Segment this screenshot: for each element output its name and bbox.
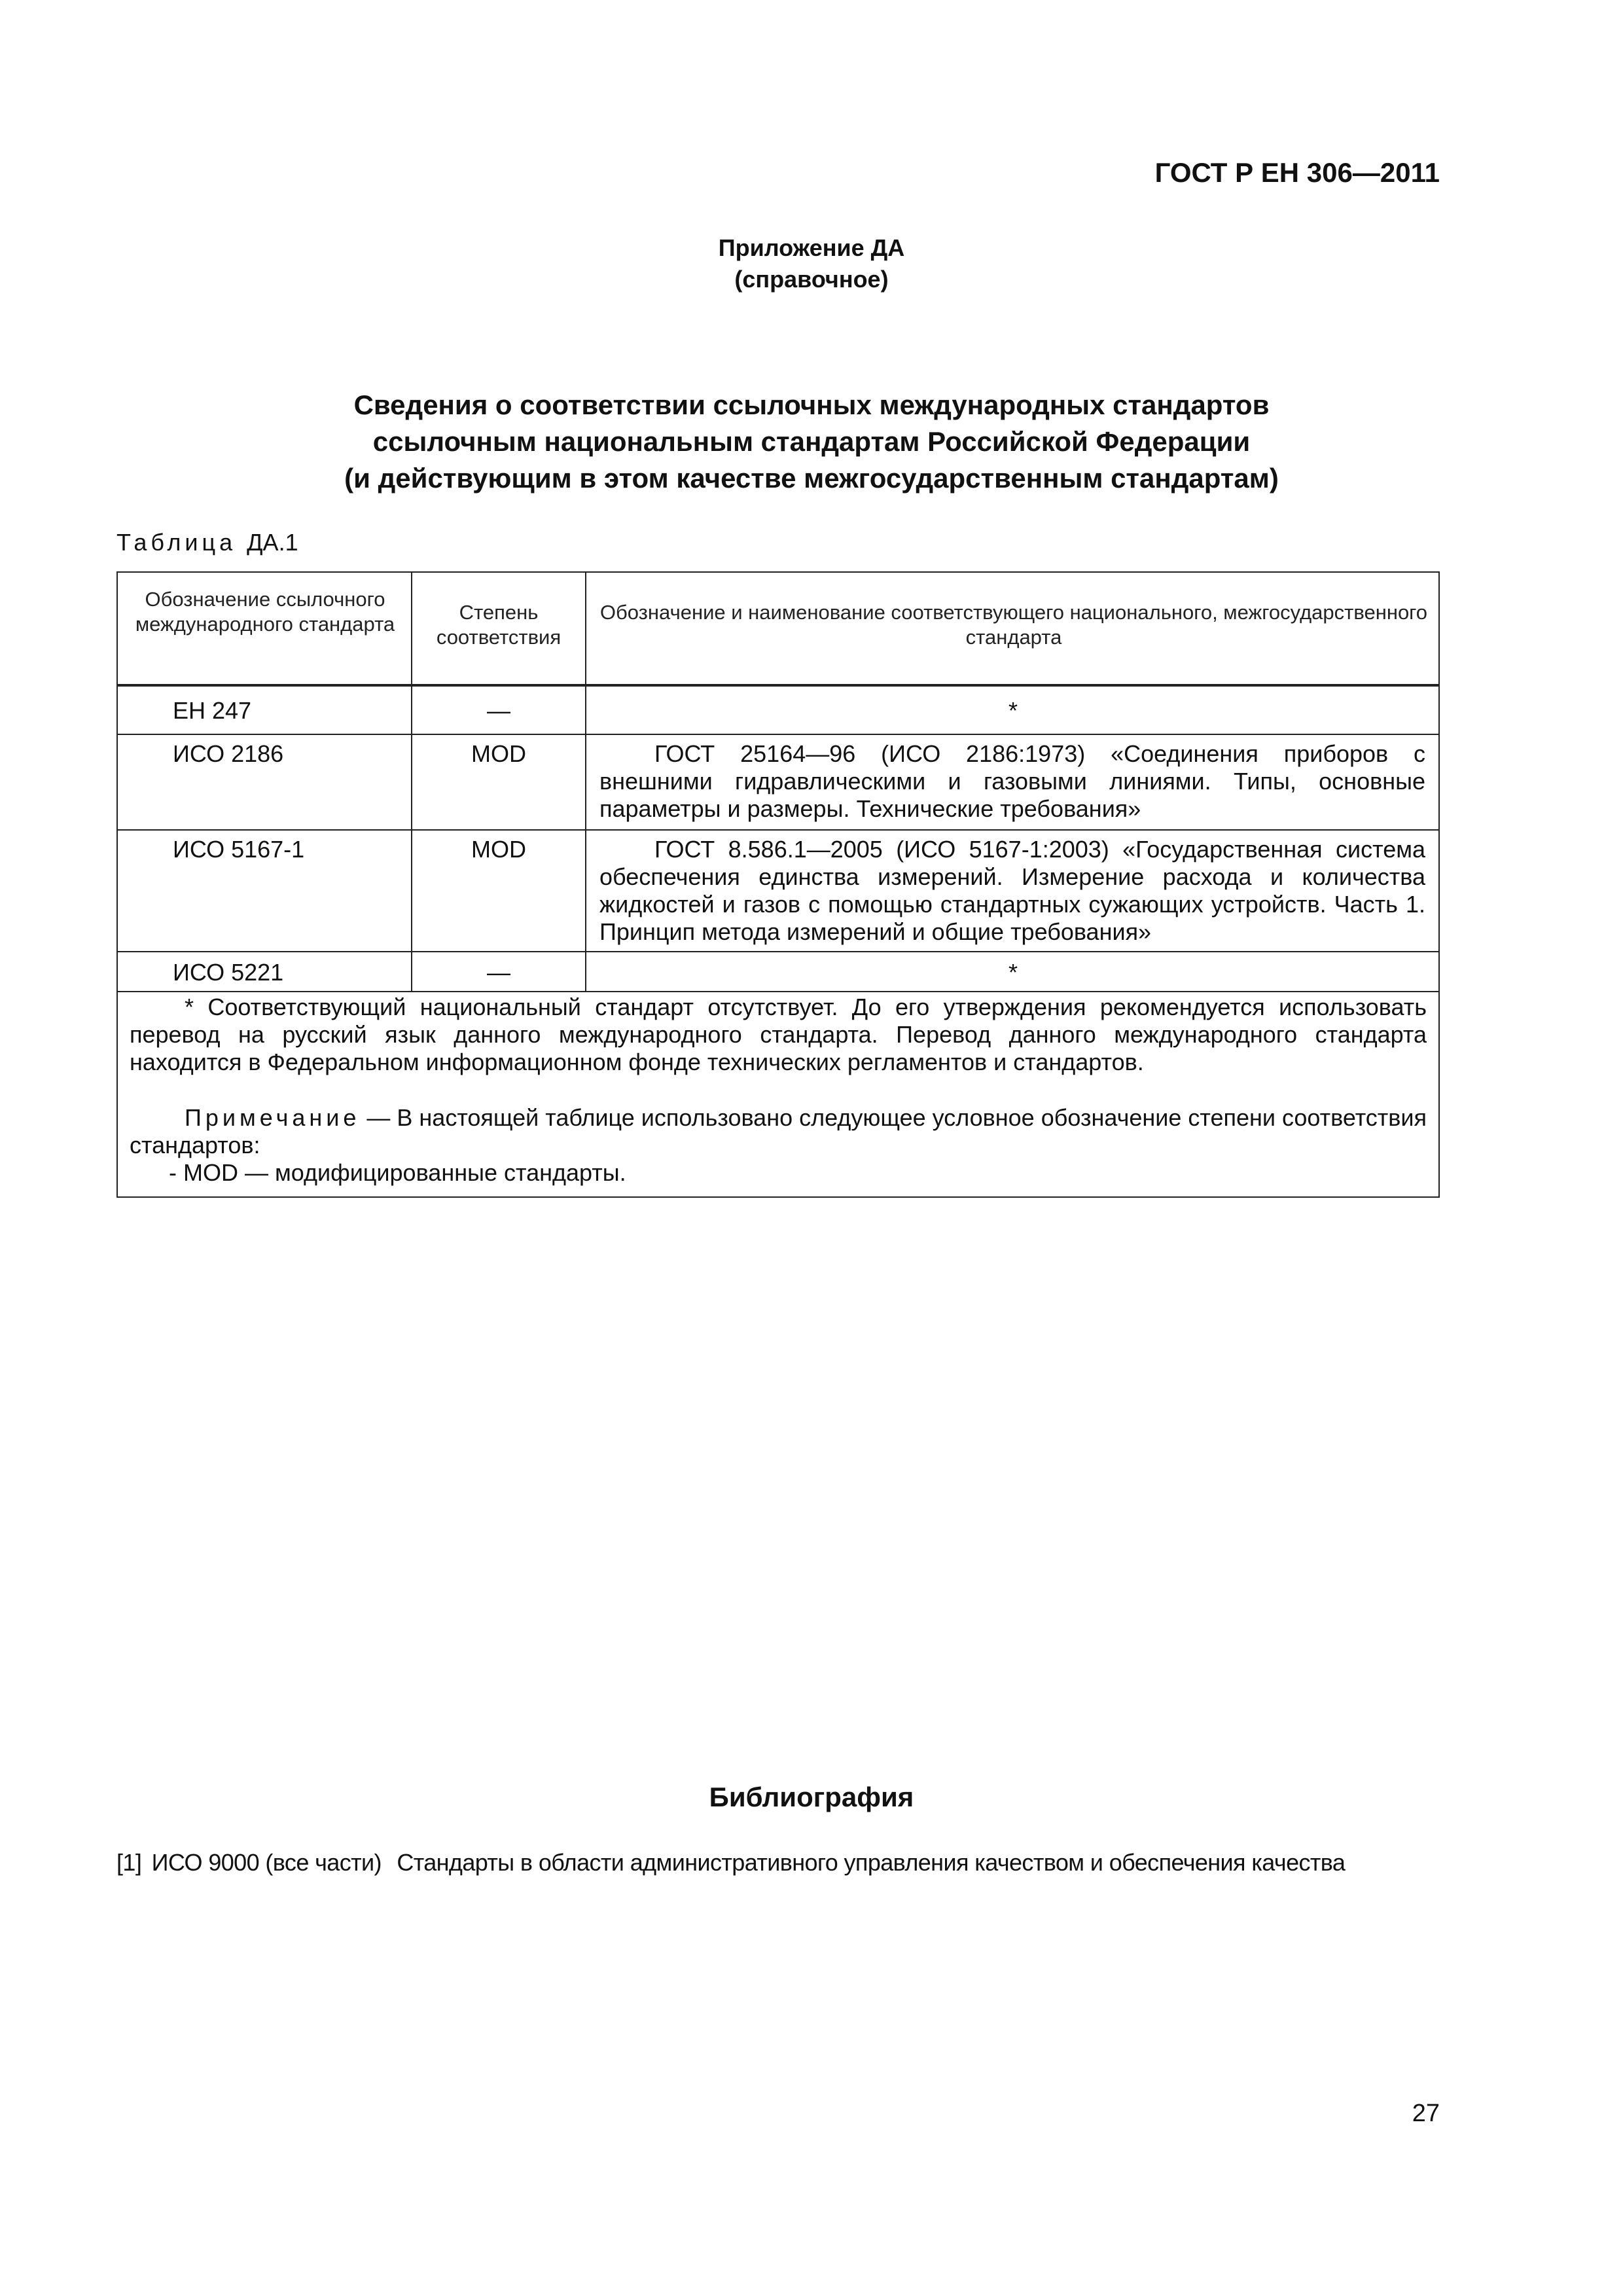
column-header-national: Обозначение и наименование соответствующего национального, межгосударственного стандарта [599, 601, 1428, 649]
note-text: — В настоящей таблице использовано следующее условное обозначение степени соответствия стандартов: [130, 1104, 1427, 1158]
row-3-degree: MOD [471, 836, 526, 863]
row-1-national: * [1008, 697, 1018, 724]
appendix-subtitle: (справочное) [734, 266, 889, 293]
row-2-national: ГОСТ 25164—96 (ИСО 2186:1973) «Соединения приборов с внешними гидравлическими и газовыми линиями. Типы, основные параметры и размеры. Технические требования» [599, 740, 1425, 822]
bibliography-entry [116, 1848, 1440, 1878]
row-4-reference: ИСО 5221 [173, 959, 284, 986]
document-code: ГОСТ Р ЕН 306—2011 [1154, 157, 1440, 188]
row-1-degree: — [487, 697, 510, 724]
table-footnote: * Соответствующий национальный стандарт отсутствует. До его утверждения рекомендуется использовать перевод на русский язык данного международного стандарта. Перевод данного международного стандарта находится в Федеральном информационном фонде технических регламентов и стандартов. [130, 994, 1427, 1075]
row-4-national: * [1008, 959, 1018, 986]
correspondence-table [116, 571, 1440, 1198]
bibliography-entry-reference: ИСО 9000 (все части) [151, 1849, 382, 1876]
page-number: 27 [1412, 2100, 1440, 2127]
table-label [116, 529, 298, 556]
note-label: Примечание [185, 1104, 361, 1131]
section-heading-line-1: Сведения о соответствии ссылочных международных стандартов [353, 389, 1270, 420]
table-note [130, 1104, 1427, 1187]
section-heading-line-3: (и действующим в этом качестве межгосударственным стандартам) [344, 463, 1279, 493]
section-heading-line-2: ссылочным национальным стандартам Российской Федерации [372, 426, 1251, 457]
bibliography-entry-title: Стандарты в области административного управления качеством и обеспечения качества [397, 1849, 1346, 1876]
appendix-title: Приложение ДА [718, 234, 905, 261]
note-item: - MOD — модифицированные стандарты. [169, 1159, 626, 1186]
bibliography-title: Библиография [709, 1782, 914, 1812]
bibliography-entry-number: [1] [116, 1849, 142, 1876]
row-3-reference: ИСО 5167-1 [173, 836, 305, 863]
column-header-reference: Обозначение ссылочного международного стандарта [135, 588, 395, 636]
row-1-reference: ЕН 247 [173, 697, 252, 724]
column-header-degree: Степень соответствия [436, 601, 562, 649]
row-3-national: ГОСТ 8.586.1—2005 (ИСО 5167-1:2003) «Государственная система обеспечения единства измерений. Измерение расхода и количества жидкостей и газов с помощью стандартных сужающих устройств. Часть 1. Принцип метода измерений и общие требования» [599, 836, 1425, 945]
row-4-degree: — [487, 959, 510, 986]
table-label-number: ДА.1 [247, 529, 298, 556]
row-2-degree: MOD [471, 740, 526, 767]
table-label-prefix: Таблица [116, 529, 237, 556]
row-2-reference: ИСО 2186 [173, 740, 284, 767]
